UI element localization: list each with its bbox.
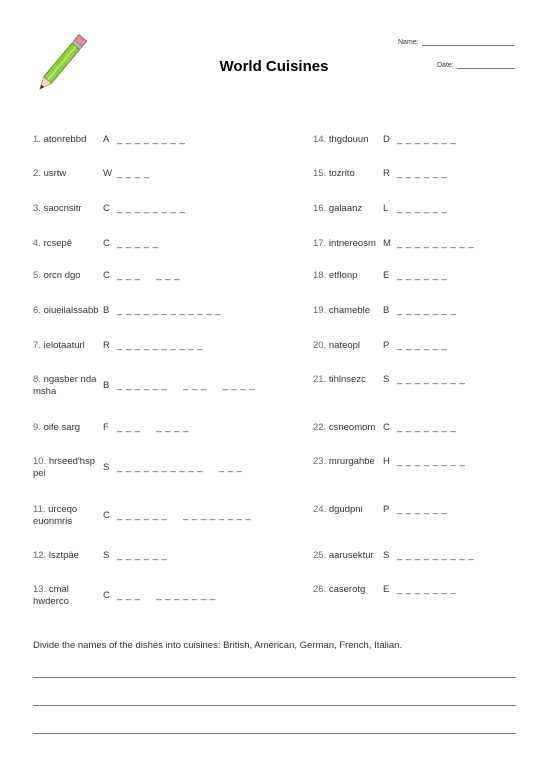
hint-letter: B — [103, 380, 110, 391]
hint-letter: P — [383, 504, 390, 515]
item-number: 21. — [313, 374, 327, 385]
item-number: 9. — [33, 422, 41, 433]
answer-blanks[interactable]: _ _ _ _ _ _ _ _ — [117, 203, 186, 214]
hint-letter: S — [383, 550, 390, 561]
hint-letter: C — [103, 270, 110, 281]
scrambled-text: intnereosm — [328, 238, 376, 249]
item-number: 25. — [313, 550, 327, 561]
item-number: 3. — [33, 203, 41, 214]
answer-blanks[interactable]: _ _ _ _ _ _ _ _ — [397, 456, 466, 467]
scrambled-word — [33, 504, 103, 528]
answer-blanks[interactable]: _ _ _ _ _ _ — [397, 340, 448, 351]
scrambled-text: etflonp — [328, 270, 358, 281]
answer-blanks[interactable]: _ _ _ _ _ _ — [397, 270, 448, 281]
date-label: Date: — [437, 62, 454, 69]
date-line[interactable] — [457, 62, 515, 69]
answer-blanks[interactable]: _ _ _ _ _ _ _ _ _ _ — [117, 590, 216, 601]
scrambled-text: ngasber nda msha — [33, 374, 97, 397]
hint-letter: C — [103, 590, 110, 601]
item-number: 13. — [33, 584, 47, 595]
scrambled-text: nateopl — [328, 340, 361, 351]
scrambled-word — [313, 504, 383, 516]
scrambled-word — [313, 550, 383, 562]
item-number: 16. — [313, 203, 327, 214]
hint-letter: C — [103, 238, 110, 249]
scrambled-text: saocnsitr — [43, 203, 82, 214]
answer-blanks[interactable]: _ _ _ _ _ _ _ _ — [397, 374, 466, 385]
answer-blanks[interactable]: _ _ _ _ — [117, 168, 150, 179]
item-number: 5. — [33, 270, 41, 281]
answer-blanks[interactable]: _ _ _ _ _ _ _ _ _ — [397, 550, 475, 561]
scrambled-word — [313, 203, 383, 215]
item-number: 10. — [33, 456, 47, 467]
item-number: 15. — [313, 168, 327, 179]
scrambled-text: aarusektur — [328, 550, 374, 561]
scrambled-word — [33, 168, 103, 180]
hint-letter: S — [103, 462, 110, 473]
scrambled-text: lsztpäe — [48, 550, 79, 561]
item-number: 18. — [313, 270, 327, 281]
scrambled-word — [33, 340, 103, 352]
name-field[interactable] — [398, 39, 514, 46]
hint-letter: E — [383, 584, 390, 595]
scrambled-text: rcsepê — [43, 238, 73, 249]
answer-blanks[interactable]: _ _ _ _ _ _ _ _ — [117, 134, 186, 145]
hint-letter: D — [383, 134, 390, 145]
answer-blanks[interactable]: _ _ _ _ _ _ _ — [117, 422, 189, 433]
item-number: 4. — [33, 238, 41, 249]
scrambled-word — [33, 422, 103, 434]
hint-letter: S — [103, 550, 110, 561]
answer-blanks[interactable]: _ _ _ _ _ _ — [397, 203, 448, 214]
scrambled-word — [33, 270, 103, 282]
scrambled-text: atonrebbd — [43, 134, 87, 145]
hint-letter: H — [383, 456, 390, 467]
item-number: 12. — [33, 550, 47, 561]
hint-letter: A — [103, 134, 110, 145]
scrambled-word — [313, 456, 383, 468]
hint-letter: S — [383, 374, 390, 385]
answer-blanks[interactable]: _ _ _ _ _ _ — [397, 168, 448, 179]
scrambled-text: hrseed'hsp pei — [33, 456, 96, 479]
scrambled-text: oiueilalssabb — [43, 305, 99, 316]
answer-blanks[interactable]: _ _ _ _ _ _ _ — [397, 422, 457, 433]
scrambled-text: thgdouun — [328, 134, 369, 145]
date-field[interactable] — [437, 62, 515, 69]
item-number: 17. — [313, 238, 327, 249]
scrambled-text: usrtw — [43, 168, 67, 179]
scrambled-word — [33, 203, 103, 215]
hint-letter: L — [383, 203, 389, 214]
scrambled-text: dgudpni — [328, 504, 363, 515]
scrambled-word — [33, 374, 103, 398]
hint-letter: P — [383, 340, 390, 351]
hint-letter: B — [103, 305, 110, 316]
answer-blanks[interactable]: _ _ _ _ _ _ _ _ _ _ _ _ _ — [117, 462, 243, 473]
answer-blanks[interactable]: _ _ _ _ _ _ — [117, 550, 168, 561]
answer-blanks[interactable]: _ _ _ _ _ _ _ _ _ _ _ _ _ — [117, 380, 255, 391]
scrambled-word — [313, 270, 383, 282]
answer-line[interactable] — [33, 677, 516, 678]
hint-letter: C — [383, 422, 390, 433]
page-title: World Cuisines — [219, 58, 329, 75]
item-number: 14. — [313, 134, 327, 145]
scrambled-text: orcn dgo — [43, 270, 81, 281]
hint-letter: R — [383, 168, 390, 179]
answer-blanks[interactable]: _ _ _ _ _ _ _ _ _ _ — [117, 340, 204, 351]
scrambled-text: mrurgahbe — [328, 456, 375, 467]
scrambled-text: oife sarg — [43, 422, 81, 433]
name-label: Name: — [398, 39, 419, 46]
hint-letter: C — [103, 203, 110, 214]
scrambled-word — [33, 238, 103, 250]
item-number: 22. — [313, 422, 327, 433]
hint-letter: E — [383, 270, 390, 281]
scrambled-word — [313, 305, 383, 317]
scrambled-text: galaanz — [328, 203, 363, 214]
hint-letter: C — [103, 510, 110, 521]
scrambled-text: csneomom — [328, 422, 376, 433]
item-number: 2. — [33, 168, 41, 179]
scrambled-word — [313, 422, 383, 434]
hint-letter: B — [383, 305, 390, 316]
instruction-text: Divide the names of the dishes into cuisines: British, American, German, French, Italian. — [33, 640, 403, 651]
scrambled-word — [313, 134, 383, 146]
item-number: 26. — [313, 584, 327, 595]
scrambled-word — [33, 134, 103, 146]
scrambled-text: urceqo euonmris — [33, 504, 78, 527]
scrambled-word — [313, 340, 383, 352]
name-line[interactable] — [422, 39, 514, 46]
scrambled-text: chameble — [328, 305, 371, 316]
item-number: 19. — [313, 305, 327, 316]
scrambled-word — [33, 584, 103, 608]
item-number: 20. — [313, 340, 327, 351]
scrambled-word — [313, 168, 383, 180]
hint-letter: M — [383, 238, 391, 249]
scrambled-word — [33, 550, 103, 562]
answer-blanks[interactable]: _ _ _ _ _ _ — [117, 270, 180, 281]
scrambled-text: caserotg — [328, 584, 366, 595]
hint-letter: R — [103, 340, 110, 351]
answer-blanks[interactable]: _ _ _ _ _ _ — [397, 504, 448, 515]
scrambled-text: tozrito — [328, 168, 355, 179]
item-number: 7. — [33, 340, 41, 351]
item-number: 8. — [33, 374, 41, 385]
scrambled-text: tihlnsezc — [328, 374, 366, 385]
answer-blanks[interactable]: _ _ _ _ _ _ _ _ _ _ _ _ _ _ — [117, 510, 252, 521]
item-number: 1. — [33, 134, 41, 145]
answer-blanks[interactable]: _ _ _ _ _ _ _ — [397, 134, 457, 145]
item-number: 6. — [33, 305, 41, 316]
answer-blanks[interactable]: _ _ _ _ _ _ _ _ _ _ _ _ — [117, 305, 221, 316]
answer-blanks[interactable]: _ _ _ _ _ — [117, 238, 159, 249]
scrambled-text: ielotaaturl — [43, 340, 85, 351]
answer-blanks[interactable]: _ _ _ _ _ _ _ _ _ — [397, 238, 475, 249]
item-number: 24. — [313, 504, 327, 515]
answer-blanks[interactable]: _ _ _ _ _ _ _ — [397, 584, 457, 595]
hint-letter: W — [103, 168, 112, 179]
scrambled-text: cmal hwderco — [33, 584, 69, 607]
scrambled-word — [313, 374, 383, 386]
hint-letter: F — [103, 422, 109, 433]
scrambled-word — [313, 584, 383, 596]
answer-line[interactable] — [33, 705, 516, 706]
scrambled-word — [33, 305, 103, 317]
item-number: 11. — [33, 504, 46, 515]
scrambled-word — [33, 456, 103, 480]
scrambled-word — [313, 238, 383, 250]
item-number: 23. — [313, 456, 327, 467]
answer-line[interactable] — [33, 733, 516, 734]
answer-blanks[interactable]: _ _ _ _ _ _ _ — [397, 305, 457, 316]
